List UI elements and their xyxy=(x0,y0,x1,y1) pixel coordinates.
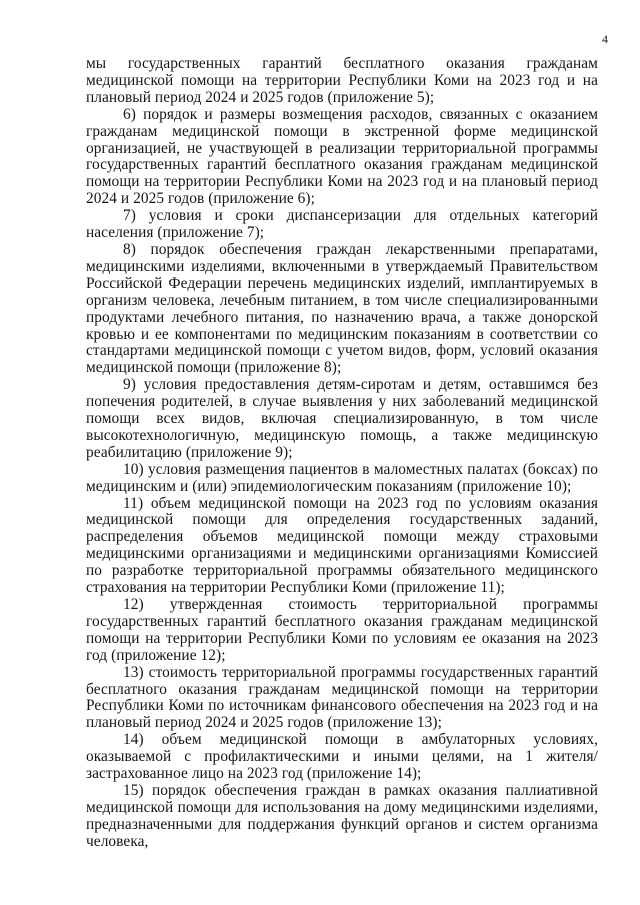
list-item: 6) порядок и размеры возмещения расходов, связанных с оказанием гражданам медицинской помощи в экстренной форме медицинской организацией, не участвующей в реализации территориальной программы государственных гарантий бесплатного оказания гражданам медицинской помощи на территории Республики Коми на 2023 год и на плановый период 2024 и 2025 годов (приложение 6); xyxy=(86,105,598,208)
list-item: 8) порядок обеспечения граждан лекарственными препаратами, медицинскими изделиями, включенными в утверждаемый Правительством Российской Федерации перечень медицинских изделий, имплантируемых в организм человека, лечебным питанием, в том числе специализированными продуктами лечебного питания, по назначению врача, а также донорской кровью и ее компонентами по медицинским показаниям в соответствии со стандартами медицинской помощи с учетом видов, форм, условий оказания медицинской помощи (приложение 8); xyxy=(86,240,598,377)
list-item: 15) порядок обеспечения граждан в рамках оказания паллиативной медицинской помощи для использования на дому медицинскими изделиями, предназначенными для поддержания функций органов и систем организма человека, xyxy=(86,781,598,850)
list-item: 10) условия размещения пациентов в маломестных палатах (боксах) по медицинским и (или) эпидемиологическим показаниям (приложение 10); xyxy=(86,460,598,495)
list-item: 12) утвержденная стоимость территориальной программы государственных гарантий бесплатного оказания гражданам медицинской помощи на территории Республики Коми по условиям ее оказания на 2023 год (приложение 12); xyxy=(86,596,598,664)
paragraph-continuation: мы государственных гарантий бесплатного оказания гражданам медицинской помощи на территории Республики Коми на 2023 год и на плановый период 2024 и 2025 годов (приложение 5); xyxy=(86,55,598,106)
page-number: 4 xyxy=(602,32,608,46)
list-item: 13) стоимость территориальной программы государственных гарантий бесплатного оказания гражданам медицинской помощи на территории Республики Коми по источникам финансового обеспечения на 2023 год и на плановый период 2024 и 2025 годов (приложение 13); xyxy=(86,663,598,732)
list-item: 11) объем медицинской помощи на 2023 год по условиям оказания медицинской помощи для определения государственных заданий, распределения объемов медицинской помощи между страховыми медицинскими организациями и медицинскими организациями Комиссией по разработке территориальной программы обязательного медицинского страхования на территории Республики Коми (приложение 11); xyxy=(86,494,598,597)
document-body xyxy=(86,56,598,851)
list-item: 7) условия и сроки диспансеризации для отдельных категорий населения (приложение 7); xyxy=(86,207,598,242)
list-item: 14) объем медицинской помощи в амбулаторных условиях, оказываемой с профилактическими и иными целями, на 1 жителя/застрахованное лицо на 2023 год (приложение 14); xyxy=(86,731,598,783)
list-item: 9) условия предоставления детям-сиротам и детям, оставшимся без попечения родителей, в случае выявления у них заболеваний медицинской помощи всех видов, включая специализированную, в том числе высокотехнологичную, медицинскую помощь, а также медицинскую реабилитацию (приложение 9); xyxy=(86,376,598,461)
